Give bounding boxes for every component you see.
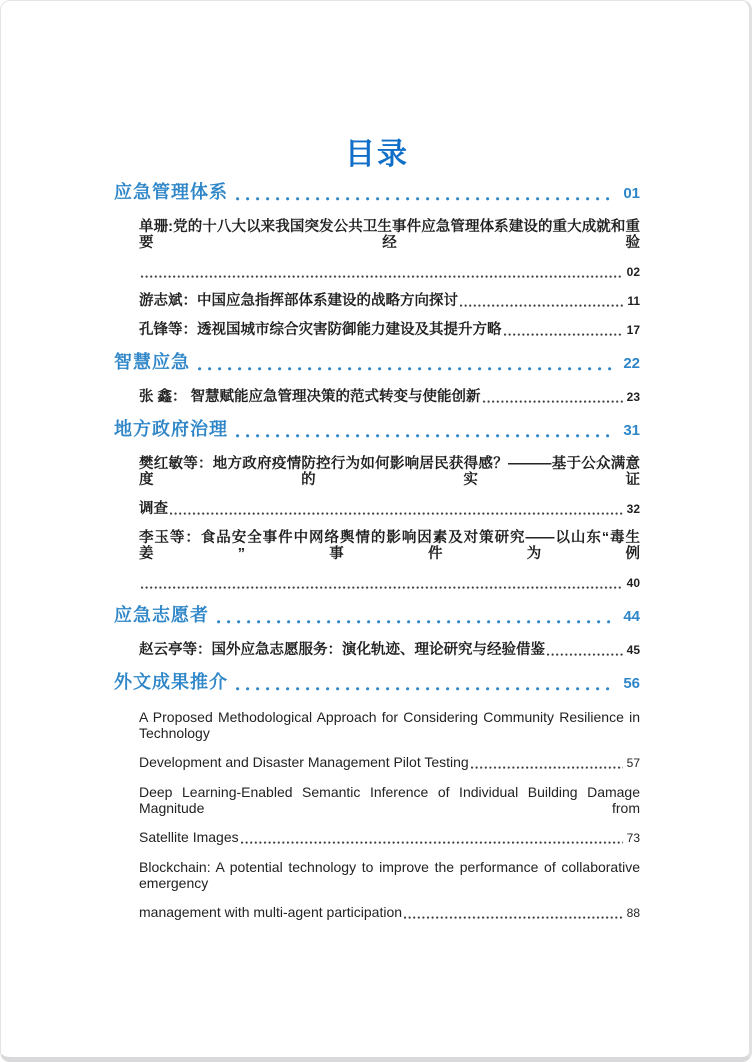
toc-entry [139, 642, 640, 658]
entry-text: Development and Disaster Management Pilot Testing [139, 754, 469, 770]
entry-text: 孔锋等：透视国城市综合灾害防御能力建设及其提升方略 [139, 322, 502, 338]
entry-leader-row [139, 829, 640, 846]
dot-leader [170, 512, 623, 516]
section-page-number: 44 [623, 608, 640, 625]
dot-leader [460, 304, 623, 308]
entry-text: 张 鑫： 智慧赋能应急管理决策的范式转变与使能创新 [139, 389, 481, 405]
entry-leader-row [139, 904, 640, 921]
dot-leader [547, 653, 623, 657]
entry-title-line: 单珊:党的十八大以来我国突发公共卫生事件应急管理体系建设的重大成就和重要经验 [139, 219, 640, 251]
toc-entry [139, 530, 640, 591]
entry-text: 赵云亭等：国外应急志愿服务：演化轨迹、理论研究与经验借鉴 [139, 642, 545, 658]
entry-text: 调查 [139, 501, 168, 517]
section-label: 外文成果推介 [114, 672, 228, 692]
toc-entry [139, 389, 640, 405]
entry-text: management with multi-agent participation [139, 904, 403, 920]
entry-page-number: 88 [626, 906, 640, 920]
entry-leader-row [139, 754, 640, 771]
dot-leader [241, 841, 623, 845]
entry-title-line: A Proposed Methodological Approach for Considering Community Resilience in Technology [139, 709, 640, 741]
section-label: 地方政府治理 [114, 419, 228, 439]
entry-title-line: Deep Learning-Enabled Semantic Inference of Individual Building Damage Magnitude from [139, 784, 640, 816]
section-label: 应急管理体系 [114, 182, 228, 202]
section-page-number: 31 [623, 422, 640, 439]
entry-page-number: 32 [626, 502, 640, 516]
toc-entry [139, 456, 640, 517]
section-label: 应急志愿者 [114, 605, 209, 625]
toc-content [114, 137, 640, 934]
dot-leader [404, 916, 623, 920]
toc-entry [139, 784, 640, 846]
entry-leader-row [139, 642, 640, 658]
entry-leader-row [139, 293, 640, 309]
dot-leader [236, 434, 615, 438]
toc-section-row [114, 351, 640, 375]
toc-entry [139, 709, 640, 771]
entry-page-number: 45 [626, 643, 640, 657]
page-title: 目录 [345, 138, 409, 171]
entry-leader-row [139, 575, 640, 591]
entry-text: 游志斌：中国应急指挥部体系建设的战略方向探讨 [139, 293, 458, 309]
dot-leader [217, 620, 615, 624]
entry-title-line: 李玉等：食品安全事件中网络舆情的影响因素及对策研究——以山东“毒生姜”事件为例 [139, 530, 640, 562]
dot-leader [471, 766, 623, 770]
dot-leader [236, 687, 615, 691]
entry-page-number: 17 [626, 323, 640, 337]
dot-leader [141, 275, 623, 279]
section-page-number: 22 [623, 355, 640, 372]
toc-section-row [114, 604, 640, 628]
dot-leader [141, 586, 623, 590]
toc-entry [139, 322, 640, 338]
section-page-number: 01 [623, 185, 640, 202]
toc-entry [139, 219, 640, 280]
entry-page-number: 57 [626, 756, 640, 770]
entry-page-number: 02 [626, 265, 640, 279]
entry-leader-row [139, 322, 640, 338]
entry-page-number: 40 [626, 576, 640, 590]
entry-leader-row [139, 389, 640, 405]
entry-leader-row [139, 264, 640, 280]
dot-leader [483, 400, 623, 404]
toc-section-row [114, 671, 640, 695]
section-label: 智慧应急 [114, 352, 190, 372]
section-page-number: 56 [623, 675, 640, 692]
dot-leader [236, 197, 615, 201]
toc-section-row [114, 181, 640, 205]
toc-section-row [114, 418, 640, 442]
toc-entry [139, 859, 640, 921]
entry-title-line: 樊红敏等：地方政府疫情防控行为如何影响居民获得感？———基于公众满意度的实证 [139, 456, 640, 488]
entry-text: Satellite Images [139, 829, 239, 845]
entry-title-line: Blockchain: A potential technology to improve the performance of collaborative emergency [139, 859, 640, 891]
toc-entry [139, 293, 640, 309]
entry-leader-row [139, 501, 640, 517]
dot-leader [198, 367, 615, 371]
dot-leader [504, 333, 623, 337]
entry-page-number: 23 [626, 390, 640, 404]
entry-page-number: 11 [627, 294, 640, 308]
entry-page-number: 73 [626, 831, 640, 845]
